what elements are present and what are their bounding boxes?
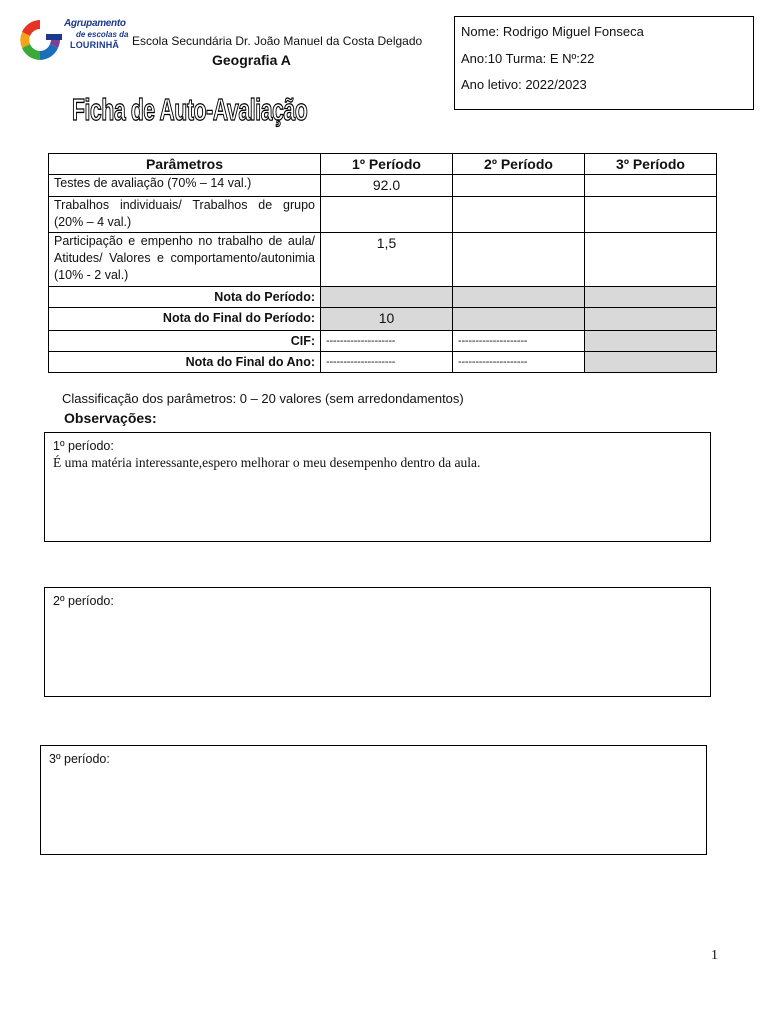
cell-nota-final-periodo-p3 [585,308,717,331]
logo-text-escolas: de escolas da [76,30,129,39]
label-nota-periodo: Nota do Período: [49,287,321,308]
value-trabalhos-p1 [321,197,453,233]
header-periodo-2: 2º Período [453,154,585,175]
param-testes: Testes de avaliação (70% – 14 val.) [49,175,321,197]
table-row-nota-final-periodo [49,308,717,331]
cell-final-ano-p3 [585,352,717,373]
label-cif: CIF: [49,331,321,352]
cell-cif-p3 [585,331,717,352]
value-testes-p2 [453,175,585,197]
document-title: Ficha de Auto-Avaliação [72,92,308,127]
value-trabalhos-p2 [453,197,585,233]
value-participacao-p2 [453,233,585,287]
page-number: 1 [711,948,718,963]
final-ano-p2-dashes: -------------------- [453,352,585,373]
logo-text-agrupamento: Agrupamento [64,18,126,29]
table-row-nota-periodo [49,287,717,308]
observation-label-period-3: 3º período: [49,752,110,766]
header-periodo-3: 3º Período [585,154,717,175]
label-nota-final-ano: Nota do Final do Ano: [49,352,321,373]
final-ano-p1-dashes: -------------------- [321,352,453,373]
school-year: Ano letivo: 2022/2023 [461,77,587,92]
observation-box-period-2[interactable] [44,587,711,697]
table-header-row [49,154,717,175]
table-row [49,233,717,287]
value-testes-p3 [585,175,717,197]
classification-note: Classificação dos parâmetros: 0 – 20 valores (sem arredondamentos) [62,391,464,406]
param-participacao: Participação e empenho no trabalho de aula/ Atitudes/ Valores e comportamento/autonimia (10% - 2 val.) [49,233,321,287]
header-parametros: Parâmetros [49,154,321,175]
student-name: Nome: Rodrigo Miguel Fonseca [461,24,644,39]
value-testes-p1: 92.0 [321,175,453,197]
observation-label-period-2: 2º período: [53,594,114,608]
subject-title: Geografia A [212,52,291,68]
table-row-nota-final-ano [49,352,717,373]
param-trabalhos: Trabalhos individuais/ Trabalhos de grupo (20% – 4 val.) [49,197,321,233]
cell-nota-periodo-p3 [585,287,717,308]
observation-label-period-1: 1º período: [53,439,114,453]
cif-p2-dashes: -------------------- [453,331,585,352]
student-class: Ano:10 Turma: E Nº:22 [461,51,595,66]
observations-heading: Observações: [64,410,157,426]
value-participacao-p3 [585,233,717,287]
observation-box-period-1[interactable] [44,432,711,542]
value-participacao-p1: 1,5 [321,233,453,287]
cell-nota-periodo-p1 [321,287,453,308]
observation-text-period-1: É uma matéria interessante,espero melhorar o meu desempenho dentro da aula. [53,455,481,470]
table-row [49,197,717,233]
cif-p1-dashes: -------------------- [321,331,453,352]
student-info-box [454,16,754,110]
grades-table [48,153,717,373]
header-periodo-1: 1º Período [321,154,453,175]
cell-nota-periodo-p2 [453,287,585,308]
label-nota-final-periodo: Nota do Final do Período: [49,308,321,331]
cell-nota-final-periodo-p2 [453,308,585,331]
table-row [49,175,717,197]
logo-text-lourinha: LOURINHÃ [70,40,120,50]
observation-box-period-3[interactable] [40,745,707,855]
value-nota-final-periodo-p1: 10 [321,308,453,331]
school-name: Escola Secundária Dr. João Manuel da Costa Delgado [132,34,423,48]
table-row-cif [49,331,717,352]
value-trabalhos-p3 [585,197,717,233]
